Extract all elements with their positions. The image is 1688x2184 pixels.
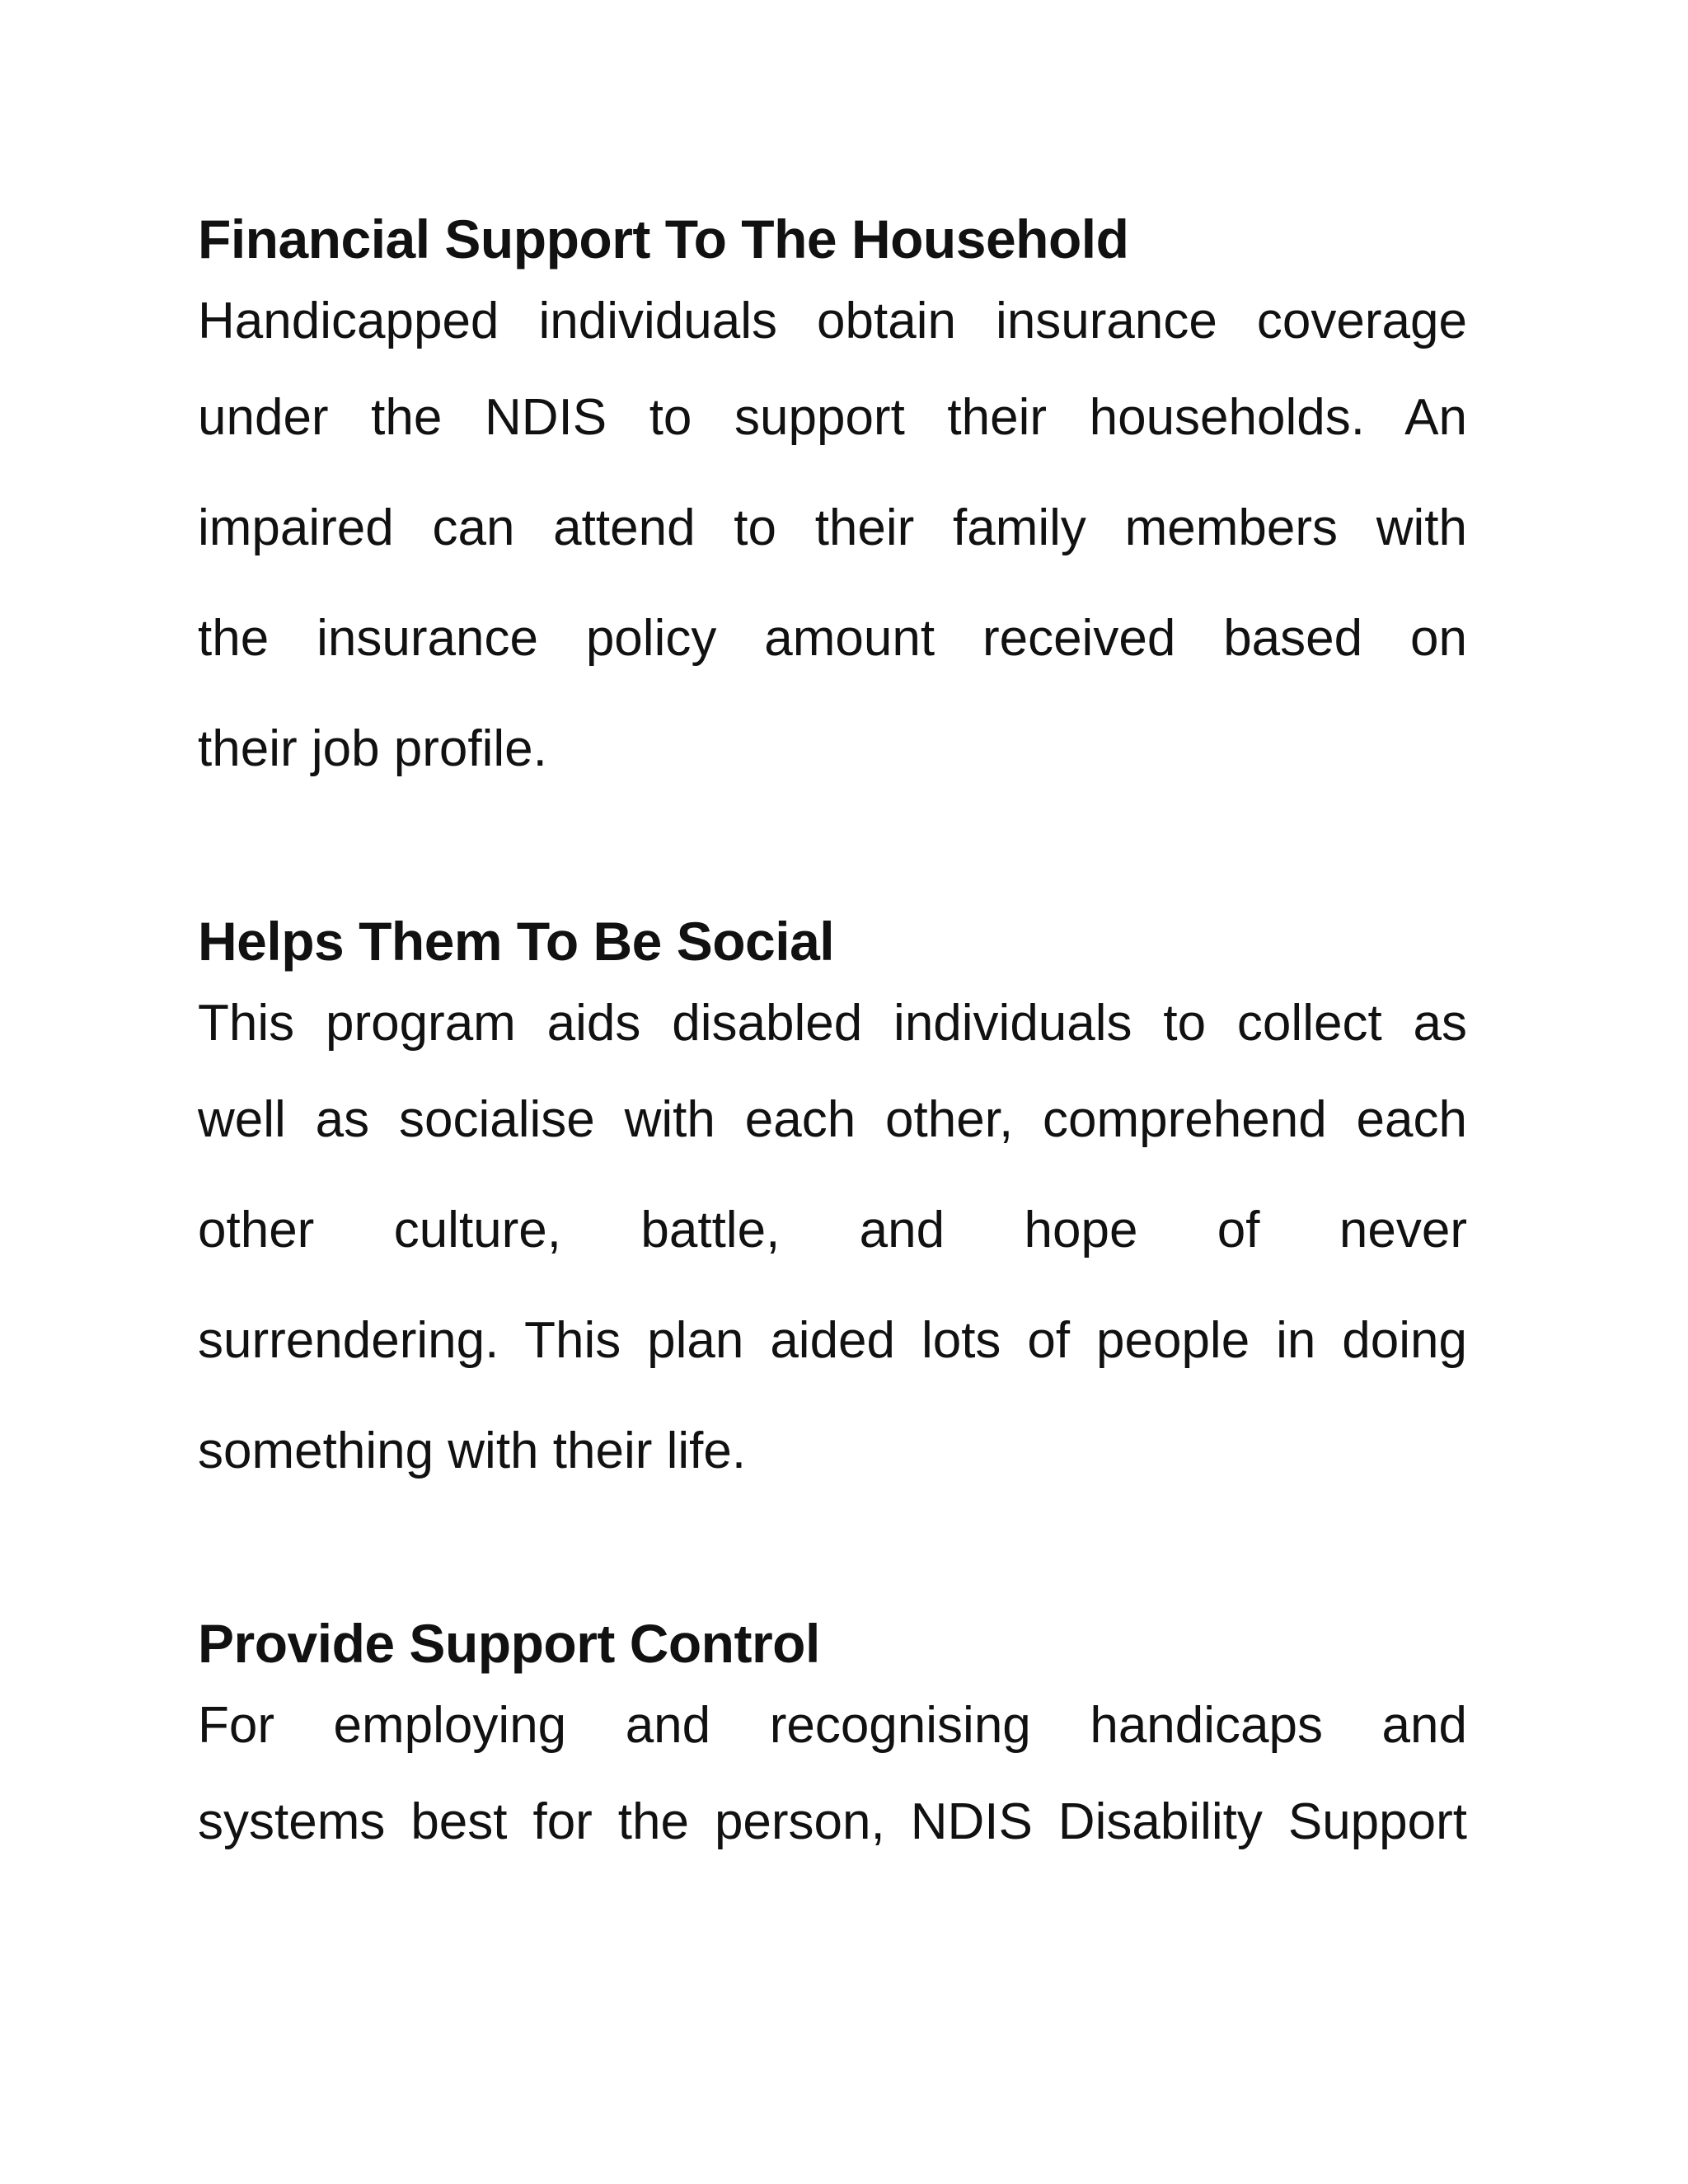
paragraph-line: their job profile. bbox=[198, 720, 547, 777]
paragraph-line: well as socialise with each other, comprehend each bbox=[198, 1091, 1467, 1148]
section-heading: Helps Them To Be Social bbox=[198, 911, 835, 972]
section-paragraph bbox=[198, 280, 1467, 804]
paragraph-line: under the NDIS to support their households. An bbox=[198, 389, 1467, 446]
section-heading: Financial Support To The Household bbox=[198, 209, 1129, 269]
paragraph-line: the insurance policy amount received based on bbox=[198, 610, 1467, 667]
paragraph-line: This program aids disabled individuals to collect as bbox=[198, 995, 1467, 1052]
section-heading: Provide Support Control bbox=[198, 1613, 820, 1674]
section-financial-support bbox=[198, 198, 1467, 804]
paragraph-line: systems best for the person, NDIS Disability Support bbox=[198, 1793, 1467, 1850]
paragraph-line: Handicapped individuals obtain insurance coverage bbox=[198, 293, 1467, 349]
document-page bbox=[198, 198, 1467, 1877]
section-paragraph bbox=[198, 1685, 1467, 1877]
section-paragraph bbox=[198, 982, 1467, 1507]
paragraph-line: For employing and recognising handicaps and bbox=[198, 1697, 1467, 1754]
paragraph-line: something with their life. bbox=[198, 1422, 747, 1479]
section-support-control bbox=[198, 1602, 1467, 1877]
paragraph-line: other culture, battle, and hope of never bbox=[198, 1202, 1467, 1258]
paragraph-line: impaired can attend to their family members with bbox=[198, 499, 1467, 556]
paragraph-line: surrendering. This plan aided lots of people in doing bbox=[198, 1312, 1467, 1369]
section-helps-social bbox=[198, 900, 1467, 1507]
